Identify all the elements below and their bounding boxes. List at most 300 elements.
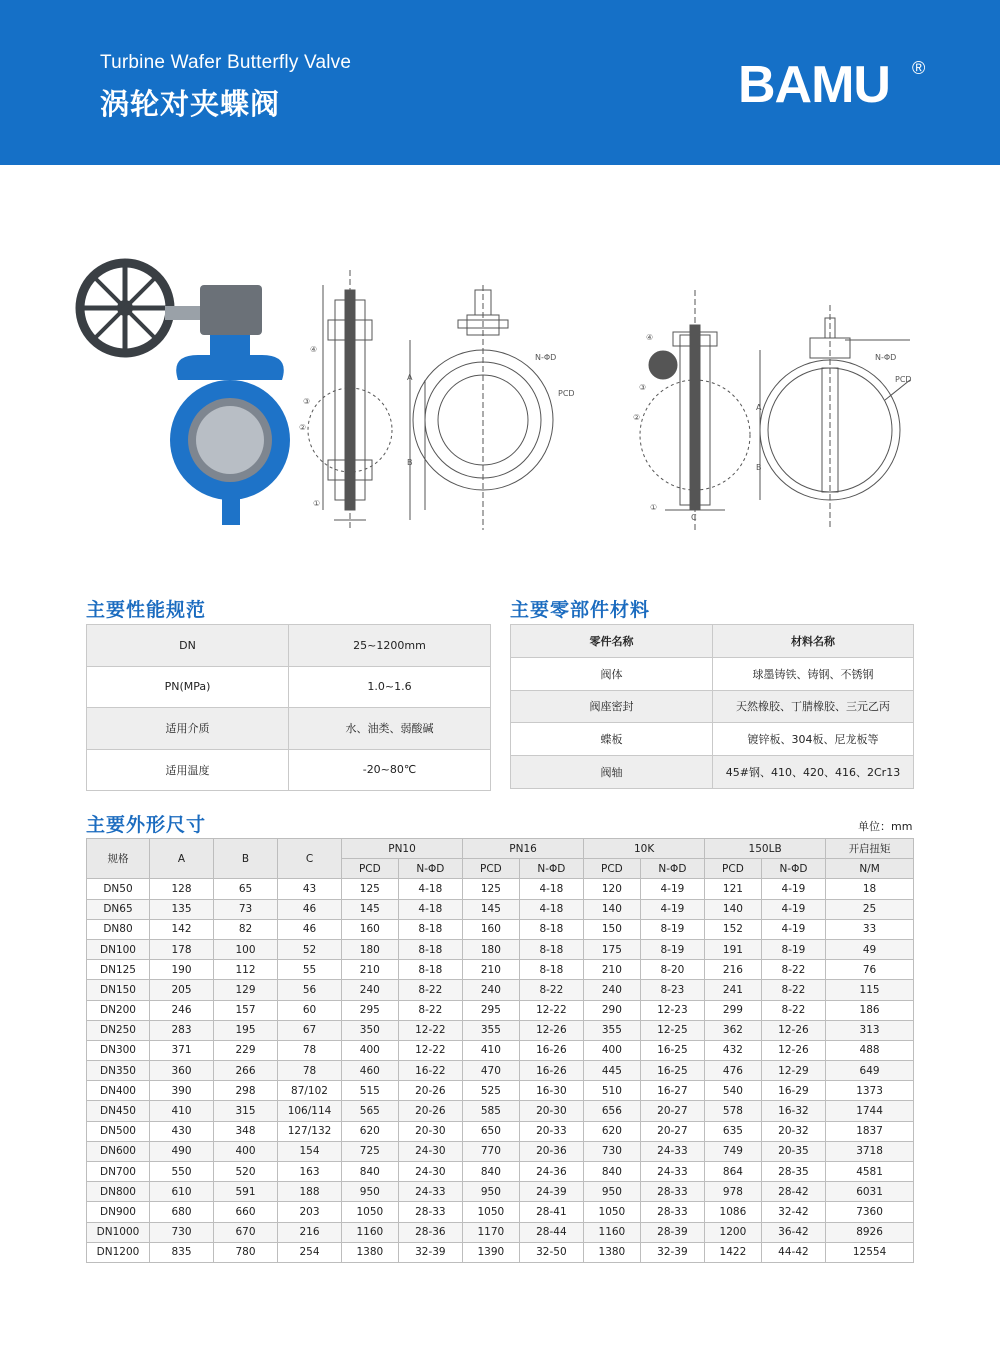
value-cell: 4-18 bbox=[398, 879, 462, 899]
value-cell: 8-19 bbox=[640, 939, 704, 959]
value-cell: 140 bbox=[705, 899, 762, 919]
value-cell: 163 bbox=[278, 1162, 342, 1182]
value-cell: 145 bbox=[463, 899, 520, 919]
value-cell: 770 bbox=[463, 1141, 520, 1161]
callout-3: ③ bbox=[303, 397, 311, 406]
value-cell: 120 bbox=[584, 879, 641, 899]
value-cell: 82 bbox=[214, 919, 278, 939]
value-cell: 6031 bbox=[826, 1182, 914, 1202]
value-cell: 840 bbox=[463, 1162, 520, 1182]
registered-mark: ® bbox=[912, 58, 926, 78]
size-cell: DN125 bbox=[87, 960, 150, 980]
value-cell: 28-41 bbox=[519, 1202, 583, 1222]
value-cell: 178 bbox=[150, 939, 214, 959]
value-cell: 60 bbox=[278, 1000, 342, 1020]
value-cell: 210 bbox=[463, 960, 520, 980]
value-cell: 670 bbox=[214, 1222, 278, 1242]
value-cell: 49 bbox=[826, 939, 914, 959]
label-n-phi-d: N-ΦD bbox=[535, 353, 557, 362]
value-cell: 620 bbox=[584, 1121, 641, 1141]
value-cell: 490 bbox=[150, 1141, 214, 1161]
value-cell: 470 bbox=[463, 1061, 520, 1081]
value-cell: 24-39 bbox=[519, 1182, 583, 1202]
label-dim-b-2: B bbox=[756, 463, 762, 472]
value-cell: 12-25 bbox=[640, 1020, 704, 1040]
value-cell: 1160 bbox=[584, 1222, 641, 1242]
value-cell: 1380 bbox=[342, 1242, 399, 1262]
table-row bbox=[87, 1061, 914, 1081]
value-cell: 8-18 bbox=[519, 919, 583, 939]
value-cell: 749 bbox=[705, 1141, 762, 1161]
value-cell: 520 bbox=[214, 1162, 278, 1182]
value-cell: 8-22 bbox=[398, 1000, 462, 1020]
title-chinese: 涡轮对夹蝶阀 bbox=[100, 87, 281, 121]
value-cell: 1050 bbox=[342, 1202, 399, 1222]
value-cell: 1744 bbox=[826, 1101, 914, 1121]
label-dim-a: A bbox=[407, 373, 413, 382]
value-cell: 649 bbox=[826, 1061, 914, 1081]
value-cell: 4-18 bbox=[519, 899, 583, 919]
value-cell: 510 bbox=[584, 1081, 641, 1101]
table-row bbox=[87, 879, 914, 899]
value-cell: 52 bbox=[278, 939, 342, 959]
value-cell: 205 bbox=[150, 980, 214, 1000]
spec-section-title: 主要性能规范 bbox=[86, 599, 207, 621]
value-cell: 460 bbox=[342, 1061, 399, 1081]
value-cell: 28-33 bbox=[398, 1202, 462, 1222]
value-cell: 32-39 bbox=[398, 1242, 462, 1262]
value-cell: 1422 bbox=[705, 1242, 762, 1262]
value-cell: 36-42 bbox=[761, 1222, 825, 1242]
value-cell: 16-27 bbox=[640, 1081, 704, 1101]
table-row: 适用介质 水、油类、弱酸碱 bbox=[87, 708, 491, 750]
value-cell: 730 bbox=[584, 1141, 641, 1161]
value-cell: 24-33 bbox=[640, 1162, 704, 1182]
size-cell: DN350 bbox=[87, 1061, 150, 1081]
section-drawing-1 bbox=[308, 270, 553, 530]
value-cell: 203 bbox=[278, 1202, 342, 1222]
value-cell: 55 bbox=[278, 960, 342, 980]
value-cell: 195 bbox=[214, 1020, 278, 1040]
value-cell: 20-27 bbox=[640, 1121, 704, 1141]
table-header-row: PCD N-ΦD PCD N-ΦD PCD N-ΦD PCD N-ΦD N/M bbox=[87, 859, 914, 879]
value-cell: 20-26 bbox=[398, 1081, 462, 1101]
value-cell: 24-30 bbox=[398, 1141, 462, 1161]
value-cell: 16-30 bbox=[519, 1081, 583, 1101]
value-cell: 1050 bbox=[584, 1202, 641, 1222]
value-cell: 835 bbox=[150, 1242, 214, 1262]
value-cell: 8-19 bbox=[640, 919, 704, 939]
value-cell: 20-33 bbox=[519, 1121, 583, 1141]
value-cell: 350 bbox=[342, 1020, 399, 1040]
value-cell: 540 bbox=[705, 1081, 762, 1101]
value-cell: 591 bbox=[214, 1182, 278, 1202]
value-cell: 24-33 bbox=[398, 1182, 462, 1202]
size-cell: DN250 bbox=[87, 1020, 150, 1040]
size-cell: DN500 bbox=[87, 1121, 150, 1141]
value-cell: 180 bbox=[342, 939, 399, 959]
table-header-row: 规格 A B C PN10 PN16 10K 150LB 开启扭矩 bbox=[87, 839, 914, 859]
value-cell: 28-33 bbox=[640, 1182, 704, 1202]
value-cell: 550 bbox=[150, 1162, 214, 1182]
table-row bbox=[87, 1000, 914, 1020]
value-cell: 46 bbox=[278, 919, 342, 939]
value-cell: 16-22 bbox=[398, 1061, 462, 1081]
value-cell: 299 bbox=[705, 1000, 762, 1020]
table-header-row: 零件名称 材料名称 bbox=[511, 625, 914, 658]
value-cell: 125 bbox=[463, 879, 520, 899]
value-cell: 121 bbox=[705, 879, 762, 899]
value-cell: 246 bbox=[150, 1000, 214, 1020]
table-row bbox=[87, 1242, 914, 1262]
value-cell: 16-25 bbox=[640, 1061, 704, 1081]
label-dim-a-2: A bbox=[756, 403, 762, 412]
value-cell: 635 bbox=[705, 1121, 762, 1141]
value-cell: 266 bbox=[214, 1061, 278, 1081]
value-cell: 8-18 bbox=[398, 919, 462, 939]
dimensions-section-title: 主要外形尺寸 bbox=[86, 814, 207, 836]
value-cell: 28-35 bbox=[761, 1162, 825, 1182]
value-cell: 1160 bbox=[342, 1222, 399, 1242]
value-cell: 16-32 bbox=[761, 1101, 825, 1121]
valve-figures bbox=[70, 230, 950, 540]
value-cell: 445 bbox=[584, 1061, 641, 1081]
callout-4: ④ bbox=[310, 345, 318, 354]
value-cell: 210 bbox=[584, 960, 641, 980]
value-cell: 112 bbox=[214, 960, 278, 980]
value-cell: 8-18 bbox=[519, 939, 583, 959]
value-cell: 432 bbox=[705, 1040, 762, 1060]
value-cell: 18 bbox=[826, 879, 914, 899]
value-cell: 20-27 bbox=[640, 1101, 704, 1121]
value-cell: 410 bbox=[463, 1040, 520, 1060]
value-cell: 20-30 bbox=[398, 1121, 462, 1141]
table-row bbox=[87, 980, 914, 1000]
size-cell: DN800 bbox=[87, 1182, 150, 1202]
valve-photo bbox=[80, 263, 290, 525]
value-cell: 8-22 bbox=[761, 980, 825, 1000]
value-cell: 8-22 bbox=[761, 1000, 825, 1020]
value-cell: 32-39 bbox=[640, 1242, 704, 1262]
value-cell: 1050 bbox=[463, 1202, 520, 1222]
value-cell: 129 bbox=[214, 980, 278, 1000]
value-cell: 430 bbox=[150, 1121, 214, 1141]
value-cell: 16-29 bbox=[761, 1081, 825, 1101]
value-cell: 46 bbox=[278, 899, 342, 919]
value-cell: 1390 bbox=[463, 1242, 520, 1262]
value-cell: 295 bbox=[342, 1000, 399, 1020]
materials-table bbox=[510, 624, 914, 789]
value-cell: 16-26 bbox=[519, 1040, 583, 1060]
value-cell: 476 bbox=[705, 1061, 762, 1081]
callout-4-2: ④ bbox=[646, 333, 654, 342]
value-cell: 16-25 bbox=[640, 1040, 704, 1060]
value-cell: 410 bbox=[150, 1101, 214, 1121]
label-dim-c: C bbox=[347, 503, 353, 512]
value-cell: 180 bbox=[463, 939, 520, 959]
value-cell: 65 bbox=[214, 879, 278, 899]
value-cell: 229 bbox=[214, 1040, 278, 1060]
value-cell: 610 bbox=[150, 1182, 214, 1202]
value-cell: 371 bbox=[150, 1040, 214, 1060]
label-pcd-2: PCD bbox=[895, 375, 912, 384]
value-cell: 8-18 bbox=[398, 960, 462, 980]
value-cell: 585 bbox=[463, 1101, 520, 1121]
callout-1-2: ① bbox=[650, 503, 658, 512]
value-cell: 240 bbox=[584, 980, 641, 1000]
value-cell: 28-36 bbox=[398, 1222, 462, 1242]
size-cell: DN900 bbox=[87, 1202, 150, 1222]
value-cell: 56 bbox=[278, 980, 342, 1000]
value-cell: 8-20 bbox=[640, 960, 704, 980]
value-cell: 780 bbox=[214, 1242, 278, 1262]
value-cell: 20-32 bbox=[761, 1121, 825, 1141]
value-cell: 315 bbox=[214, 1101, 278, 1121]
label-dim-b: B bbox=[407, 458, 413, 467]
table-row: 阀轴 45#钢、410、420、416、2Cr13 bbox=[511, 756, 914, 789]
value-cell: 7360 bbox=[826, 1202, 914, 1222]
value-cell: 152 bbox=[705, 919, 762, 939]
value-cell: 12554 bbox=[826, 1242, 914, 1262]
drawing-labels bbox=[299, 333, 912, 522]
value-cell: 186 bbox=[826, 1000, 914, 1020]
value-cell: 950 bbox=[463, 1182, 520, 1202]
value-cell: 78 bbox=[278, 1040, 342, 1060]
callout-3-2: ③ bbox=[639, 383, 647, 392]
value-cell: 210 bbox=[342, 960, 399, 980]
value-cell: 488 bbox=[826, 1040, 914, 1060]
value-cell: 28-39 bbox=[640, 1222, 704, 1242]
value-cell: 4-18 bbox=[398, 899, 462, 919]
value-cell: 840 bbox=[584, 1162, 641, 1182]
table-row bbox=[87, 1202, 914, 1222]
value-cell: 4-19 bbox=[761, 919, 825, 939]
value-cell: 565 bbox=[342, 1101, 399, 1121]
size-cell: DN1000 bbox=[87, 1222, 150, 1242]
table-row bbox=[87, 1141, 914, 1161]
spec-table bbox=[86, 624, 491, 791]
value-cell: 76 bbox=[826, 960, 914, 980]
table-row bbox=[87, 1040, 914, 1060]
value-cell: 128 bbox=[150, 879, 214, 899]
value-cell: 12-26 bbox=[761, 1040, 825, 1060]
callout-1: ① bbox=[313, 499, 321, 508]
value-cell: 32-42 bbox=[761, 1202, 825, 1222]
value-cell: 355 bbox=[463, 1020, 520, 1040]
value-cell: 298 bbox=[214, 1081, 278, 1101]
value-cell: 525 bbox=[463, 1081, 520, 1101]
table-row bbox=[87, 1121, 914, 1141]
value-cell: 978 bbox=[705, 1182, 762, 1202]
value-cell: 348 bbox=[214, 1121, 278, 1141]
value-cell: 4-19 bbox=[640, 899, 704, 919]
value-cell: 660 bbox=[214, 1202, 278, 1222]
value-cell: 400 bbox=[342, 1040, 399, 1060]
size-cell: DN1200 bbox=[87, 1242, 150, 1262]
value-cell: 680 bbox=[150, 1202, 214, 1222]
value-cell: 115 bbox=[826, 980, 914, 1000]
value-cell: 1837 bbox=[826, 1121, 914, 1141]
value-cell: 620 bbox=[342, 1121, 399, 1141]
value-cell: 1200 bbox=[705, 1222, 762, 1242]
value-cell: 216 bbox=[705, 960, 762, 980]
title-english: Turbine Wafer Butterfly Valve bbox=[100, 52, 352, 73]
value-cell: 32-50 bbox=[519, 1242, 583, 1262]
table-row bbox=[87, 1081, 914, 1101]
value-cell: 12-22 bbox=[519, 1000, 583, 1020]
value-cell: 3718 bbox=[826, 1141, 914, 1161]
section-drawing-2 bbox=[640, 290, 910, 530]
value-cell: 100 bbox=[214, 939, 278, 959]
value-cell: 24-30 bbox=[398, 1162, 462, 1182]
value-cell: 20-36 bbox=[519, 1141, 583, 1161]
value-cell: 4-19 bbox=[761, 879, 825, 899]
value-cell: 16-26 bbox=[519, 1061, 583, 1081]
value-cell: 25 bbox=[826, 899, 914, 919]
materials-section-title: 主要零部件材料 bbox=[510, 599, 651, 621]
size-cell: DN300 bbox=[87, 1040, 150, 1060]
value-cell: 44-42 bbox=[761, 1242, 825, 1262]
value-cell: 216 bbox=[278, 1222, 342, 1242]
value-cell: 1373 bbox=[826, 1081, 914, 1101]
value-cell: 840 bbox=[342, 1162, 399, 1182]
value-cell: 4-19 bbox=[761, 899, 825, 919]
value-cell: 20-35 bbox=[761, 1141, 825, 1161]
value-cell: 864 bbox=[705, 1162, 762, 1182]
table-row bbox=[87, 939, 914, 959]
table-row bbox=[87, 1182, 914, 1202]
value-cell: 43 bbox=[278, 879, 342, 899]
value-cell: 650 bbox=[463, 1121, 520, 1141]
value-cell: 106/114 bbox=[278, 1101, 342, 1121]
table-row: DN 25~1200mm bbox=[87, 625, 491, 667]
value-cell: 28-42 bbox=[761, 1182, 825, 1202]
table-row: PN(MPa) 1.0~1.6 bbox=[87, 666, 491, 708]
value-cell: 125 bbox=[342, 879, 399, 899]
value-cell: 28-44 bbox=[519, 1222, 583, 1242]
value-cell: 140 bbox=[584, 899, 641, 919]
dimensions-table-body bbox=[87, 879, 914, 1263]
value-cell: 362 bbox=[705, 1020, 762, 1040]
table-row bbox=[87, 960, 914, 980]
value-cell: 135 bbox=[150, 899, 214, 919]
value-cell: 241 bbox=[705, 980, 762, 1000]
value-cell: 8-19 bbox=[761, 939, 825, 959]
value-cell: 20-30 bbox=[519, 1101, 583, 1121]
value-cell: 160 bbox=[342, 919, 399, 939]
value-cell: 12-23 bbox=[640, 1000, 704, 1020]
size-cell: DN80 bbox=[87, 919, 150, 939]
value-cell: 154 bbox=[278, 1141, 342, 1161]
table-row bbox=[87, 1222, 914, 1242]
value-cell: 950 bbox=[342, 1182, 399, 1202]
label-dim-c-2: C bbox=[691, 513, 697, 522]
value-cell: 4-18 bbox=[519, 879, 583, 899]
value-cell: 12-29 bbox=[761, 1061, 825, 1081]
value-cell: 4581 bbox=[826, 1162, 914, 1182]
callout-2-2: ② bbox=[633, 413, 641, 422]
value-cell: 950 bbox=[584, 1182, 641, 1202]
value-cell: 725 bbox=[342, 1141, 399, 1161]
value-cell: 160 bbox=[463, 919, 520, 939]
table-row: 适用温度 -20~80℃ bbox=[87, 749, 491, 791]
label-n-phi-d-2: N-ΦD bbox=[875, 353, 897, 362]
value-cell: 1086 bbox=[705, 1202, 762, 1222]
table-row bbox=[87, 919, 914, 939]
value-cell: 24-36 bbox=[519, 1162, 583, 1182]
value-cell: 12-26 bbox=[519, 1020, 583, 1040]
value-cell: 33 bbox=[826, 919, 914, 939]
table-row bbox=[87, 1101, 914, 1121]
value-cell: 8-18 bbox=[398, 939, 462, 959]
value-cell: 8-18 bbox=[519, 960, 583, 980]
value-cell: 360 bbox=[150, 1061, 214, 1081]
value-cell: 240 bbox=[342, 980, 399, 1000]
table-row: 蝶板 镀锌板、304板、尼龙板等 bbox=[511, 723, 914, 756]
unit-label: 单位：mm bbox=[858, 820, 913, 833]
size-cell: DN700 bbox=[87, 1162, 150, 1182]
value-cell: 400 bbox=[584, 1040, 641, 1060]
value-cell: 12-22 bbox=[398, 1040, 462, 1060]
value-cell: 20-26 bbox=[398, 1101, 462, 1121]
value-cell: 188 bbox=[278, 1182, 342, 1202]
size-cell: DN450 bbox=[87, 1101, 150, 1121]
header-banner bbox=[0, 0, 1000, 165]
value-cell: 67 bbox=[278, 1020, 342, 1040]
size-cell: DN400 bbox=[87, 1081, 150, 1101]
value-cell: 175 bbox=[584, 939, 641, 959]
value-cell: 12-26 bbox=[761, 1020, 825, 1040]
size-cell: DN50 bbox=[87, 879, 150, 899]
brand-logo: BAMU bbox=[738, 56, 890, 114]
value-cell: 190 bbox=[150, 960, 214, 980]
value-cell: 295 bbox=[463, 1000, 520, 1020]
value-cell: 254 bbox=[278, 1242, 342, 1262]
value-cell: 145 bbox=[342, 899, 399, 919]
value-cell: 191 bbox=[705, 939, 762, 959]
value-cell: 8926 bbox=[826, 1222, 914, 1242]
value-cell: 656 bbox=[584, 1101, 641, 1121]
size-cell: DN600 bbox=[87, 1141, 150, 1161]
value-cell: 12-22 bbox=[398, 1020, 462, 1040]
value-cell: 8-23 bbox=[640, 980, 704, 1000]
value-cell: 28-33 bbox=[640, 1202, 704, 1222]
value-cell: 290 bbox=[584, 1000, 641, 1020]
table-row bbox=[87, 1162, 914, 1182]
size-cell: DN100 bbox=[87, 939, 150, 959]
dimensions-table bbox=[86, 838, 914, 1263]
value-cell: 127/132 bbox=[278, 1121, 342, 1141]
value-cell: 8-22 bbox=[519, 980, 583, 1000]
value-cell: 730 bbox=[150, 1222, 214, 1242]
value-cell: 283 bbox=[150, 1020, 214, 1040]
value-cell: 240 bbox=[463, 980, 520, 1000]
table-row: 阀座密封 天然橡胶、丁腈橡胶、三元乙丙 bbox=[511, 690, 914, 723]
callout-2: ② bbox=[299, 423, 307, 432]
value-cell: 73 bbox=[214, 899, 278, 919]
value-cell: 4-19 bbox=[640, 879, 704, 899]
value-cell: 157 bbox=[214, 1000, 278, 1020]
value-cell: 78 bbox=[278, 1061, 342, 1081]
value-cell: 355 bbox=[584, 1020, 641, 1040]
value-cell: 578 bbox=[705, 1101, 762, 1121]
value-cell: 390 bbox=[150, 1081, 214, 1101]
value-cell: 1380 bbox=[584, 1242, 641, 1262]
value-cell: 24-33 bbox=[640, 1141, 704, 1161]
table-row bbox=[87, 899, 914, 919]
value-cell: 313 bbox=[826, 1020, 914, 1040]
label-pcd: PCD bbox=[558, 389, 575, 398]
